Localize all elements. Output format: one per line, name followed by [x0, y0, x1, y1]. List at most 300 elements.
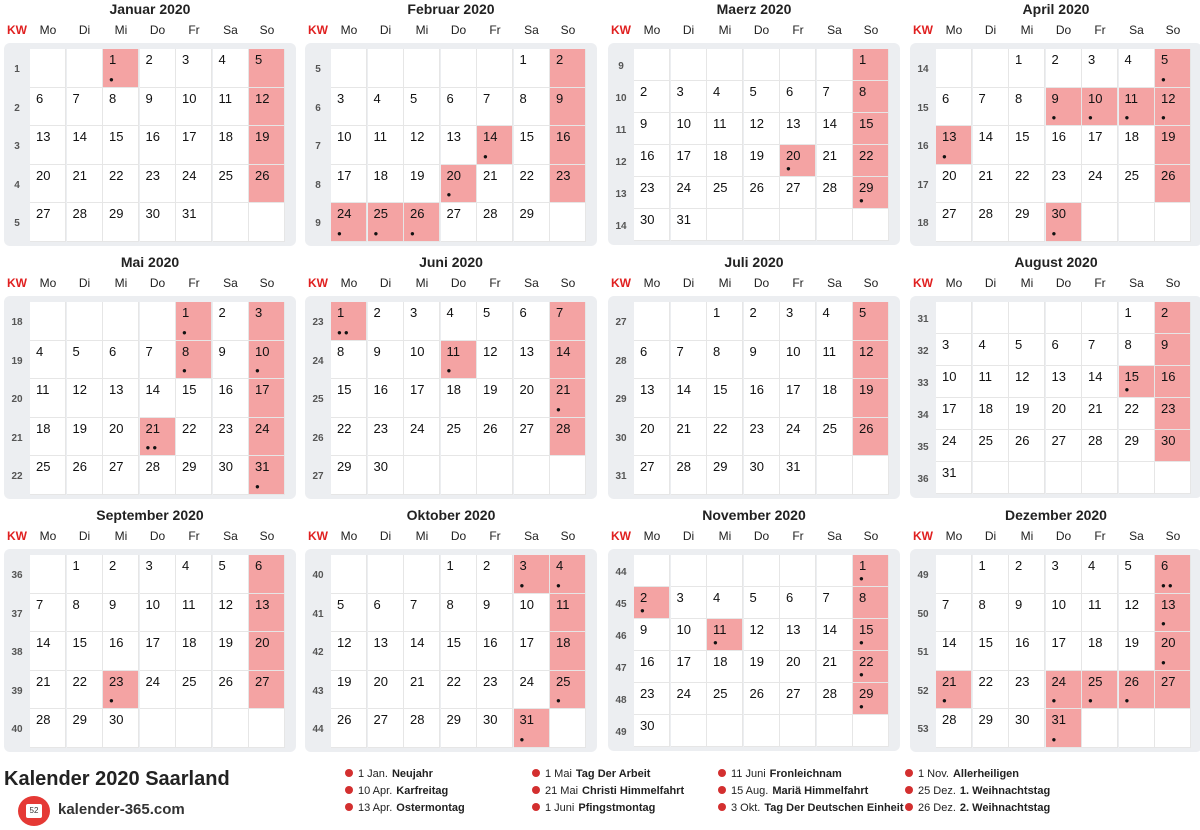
day-cell[interactable] [780, 418, 816, 457]
day-cell[interactable] [176, 418, 212, 457]
day-cell[interactable] [331, 671, 367, 710]
day-cell[interactable] [404, 302, 440, 341]
day-cell[interactable] [404, 165, 440, 204]
day-cell[interactable] [1046, 555, 1082, 594]
day-cell[interactable] [973, 632, 1009, 671]
day-cell[interactable] [140, 594, 176, 633]
day-cell[interactable] [1119, 302, 1155, 334]
day-cell[interactable] [213, 88, 249, 127]
day-cell[interactable] [514, 709, 550, 748]
day-cell[interactable] [176, 594, 212, 633]
day-cell[interactable] [103, 165, 139, 204]
day-cell[interactable] [1009, 632, 1045, 671]
day-cell[interactable] [404, 341, 440, 380]
day-cell[interactable] [441, 203, 477, 242]
day-cell[interactable] [817, 341, 853, 380]
day-cell[interactable] [67, 594, 103, 633]
day-cell[interactable] [1119, 398, 1155, 430]
day-cell[interactable] [30, 379, 66, 418]
day-cell[interactable] [213, 671, 249, 710]
calendar-icon[interactable] [18, 796, 50, 826]
day-cell[interactable] [936, 594, 972, 633]
day-cell[interactable] [331, 302, 367, 341]
day-cell[interactable] [213, 49, 249, 88]
day-cell[interactable] [249, 126, 285, 165]
day-cell[interactable] [1155, 126, 1191, 165]
day-cell[interactable] [780, 113, 816, 145]
day-cell[interactable] [936, 398, 972, 430]
day-cell[interactable] [1046, 126, 1082, 165]
day-cell[interactable] [1082, 398, 1118, 430]
day-cell[interactable] [744, 177, 780, 209]
day-cell[interactable] [671, 341, 707, 380]
day-cell[interactable] [1119, 555, 1155, 594]
day-cell[interactable] [30, 709, 66, 748]
day-cell[interactable] [707, 81, 743, 113]
day-cell[interactable] [707, 302, 743, 341]
day-cell[interactable] [477, 594, 513, 633]
day-cell[interactable] [140, 456, 176, 495]
day-cell[interactable] [441, 418, 477, 457]
day-cell[interactable] [936, 632, 972, 671]
day-cell[interactable] [1082, 632, 1118, 671]
day-cell[interactable] [368, 709, 404, 748]
day-cell[interactable] [103, 126, 139, 165]
day-cell[interactable] [1155, 334, 1191, 366]
day-cell[interactable] [634, 379, 670, 418]
day-cell[interactable] [140, 671, 176, 710]
day-cell[interactable] [634, 81, 670, 113]
day-cell[interactable] [1155, 398, 1191, 430]
day-cell[interactable] [368, 126, 404, 165]
day-cell[interactable] [634, 418, 670, 457]
day-cell[interactable] [176, 671, 212, 710]
day-cell[interactable] [213, 379, 249, 418]
day-cell[interactable] [1155, 594, 1191, 633]
day-cell[interactable] [176, 203, 212, 242]
day-cell[interactable] [176, 456, 212, 495]
day-cell[interactable] [671, 177, 707, 209]
day-cell[interactable] [140, 126, 176, 165]
day-cell[interactable] [213, 126, 249, 165]
day-cell[interactable] [817, 619, 853, 651]
day-cell[interactable] [707, 341, 743, 380]
day-cell[interactable] [550, 49, 586, 88]
day-cell[interactable] [1046, 49, 1082, 88]
day-cell[interactable] [140, 203, 176, 242]
day-cell[interactable] [1119, 165, 1155, 204]
day-cell[interactable] [441, 594, 477, 633]
day-cell[interactable] [67, 456, 103, 495]
day-cell[interactable] [1046, 334, 1082, 366]
day-cell[interactable] [176, 126, 212, 165]
day-cell[interactable] [744, 683, 780, 715]
day-cell[interactable] [1155, 49, 1191, 88]
day-cell[interactable] [634, 683, 670, 715]
day-cell[interactable] [249, 341, 285, 380]
day-cell[interactable] [1009, 334, 1045, 366]
day-cell[interactable] [103, 341, 139, 380]
day-cell[interactable] [213, 594, 249, 633]
day-cell[interactable] [477, 709, 513, 748]
day-cell[interactable] [477, 88, 513, 127]
day-cell[interactable] [1046, 594, 1082, 633]
day-cell[interactable] [368, 418, 404, 457]
day-cell[interactable] [368, 379, 404, 418]
day-cell[interactable] [973, 671, 1009, 710]
day-cell[interactable] [67, 418, 103, 457]
day-cell[interactable] [1046, 366, 1082, 398]
day-cell[interactable] [744, 651, 780, 683]
day-cell[interactable] [1046, 709, 1082, 748]
day-cell[interactable] [140, 88, 176, 127]
day-cell[interactable] [853, 113, 889, 145]
day-cell[interactable] [853, 81, 889, 113]
day-cell[interactable] [853, 651, 889, 683]
day-cell[interactable] [707, 113, 743, 145]
day-cell[interactable] [634, 715, 670, 747]
day-cell[interactable] [550, 632, 586, 671]
day-cell[interactable] [550, 165, 586, 204]
day-cell[interactable] [103, 203, 139, 242]
day-cell[interactable] [707, 145, 743, 177]
day-cell[interactable] [780, 302, 816, 341]
day-cell[interactable] [707, 619, 743, 651]
day-cell[interactable] [853, 145, 889, 177]
day-cell[interactable] [404, 709, 440, 748]
day-cell[interactable] [514, 594, 550, 633]
day-cell[interactable] [249, 594, 285, 633]
day-cell[interactable] [103, 456, 139, 495]
day-cell[interactable] [67, 379, 103, 418]
day-cell[interactable] [30, 165, 66, 204]
day-cell[interactable] [1082, 671, 1118, 710]
day-cell[interactable] [853, 555, 889, 587]
day-cell[interactable] [404, 126, 440, 165]
day-cell[interactable] [103, 88, 139, 127]
day-cell[interactable] [404, 88, 440, 127]
day-cell[interactable] [1082, 88, 1118, 127]
day-cell[interactable] [973, 203, 1009, 242]
day-cell[interactable] [213, 302, 249, 341]
day-cell[interactable] [853, 379, 889, 418]
day-cell[interactable] [1155, 88, 1191, 127]
day-cell[interactable] [30, 632, 66, 671]
day-cell[interactable] [817, 145, 853, 177]
day-cell[interactable] [441, 555, 477, 594]
day-cell[interactable] [331, 203, 367, 242]
day-cell[interactable] [1119, 430, 1155, 462]
day-cell[interactable] [477, 671, 513, 710]
day-cell[interactable] [30, 341, 66, 380]
day-cell[interactable] [936, 671, 972, 710]
day-cell[interactable] [368, 594, 404, 633]
day-cell[interactable] [550, 418, 586, 457]
day-cell[interactable] [176, 341, 212, 380]
day-cell[interactable] [634, 145, 670, 177]
day-cell[interactable] [671, 209, 707, 241]
day-cell[interactable] [634, 651, 670, 683]
day-cell[interactable] [1119, 49, 1155, 88]
day-cell[interactable] [514, 341, 550, 380]
day-cell[interactable] [1082, 49, 1118, 88]
day-cell[interactable] [213, 418, 249, 457]
day-cell[interactable] [477, 203, 513, 242]
day-cell[interactable] [1009, 555, 1045, 594]
day-cell[interactable] [707, 177, 743, 209]
day-cell[interactable] [368, 302, 404, 341]
day-cell[interactable] [707, 456, 743, 495]
day-cell[interactable] [176, 302, 212, 341]
day-cell[interactable] [249, 418, 285, 457]
day-cell[interactable] [1119, 671, 1155, 710]
day-cell[interactable] [817, 651, 853, 683]
day-cell[interactable] [404, 671, 440, 710]
day-cell[interactable] [404, 203, 440, 242]
day-cell[interactable] [853, 341, 889, 380]
day-cell[interactable] [817, 418, 853, 457]
day-cell[interactable] [1155, 555, 1191, 594]
day-cell[interactable] [973, 165, 1009, 204]
day-cell[interactable] [140, 555, 176, 594]
day-cell[interactable] [103, 709, 139, 748]
day-cell[interactable] [514, 302, 550, 341]
day-cell[interactable] [780, 651, 816, 683]
day-cell[interactable] [1119, 632, 1155, 671]
day-cell[interactable] [671, 418, 707, 457]
day-cell[interactable] [744, 81, 780, 113]
day-cell[interactable] [103, 379, 139, 418]
day-cell[interactable] [331, 379, 367, 418]
day-cell[interactable] [331, 594, 367, 633]
day-cell[interactable] [744, 145, 780, 177]
day-cell[interactable] [1009, 594, 1045, 633]
day-cell[interactable] [1155, 671, 1191, 710]
day-cell[interactable] [671, 651, 707, 683]
day-cell[interactable] [634, 587, 670, 619]
day-cell[interactable] [249, 49, 285, 88]
day-cell[interactable] [744, 587, 780, 619]
day-cell[interactable] [30, 88, 66, 127]
day-cell[interactable] [1046, 671, 1082, 710]
day-cell[interactable] [1046, 88, 1082, 127]
day-cell[interactable] [1009, 49, 1045, 88]
site-link[interactable]: kalender-365.com [58, 801, 185, 818]
day-cell[interactable] [936, 366, 972, 398]
day-cell[interactable] [550, 671, 586, 710]
day-cell[interactable] [1082, 366, 1118, 398]
day-cell[interactable] [368, 341, 404, 380]
day-cell[interactable] [514, 418, 550, 457]
day-cell[interactable] [671, 587, 707, 619]
day-cell[interactable] [671, 379, 707, 418]
day-cell[interactable] [368, 88, 404, 127]
day-cell[interactable] [1046, 165, 1082, 204]
day-cell[interactable] [477, 555, 513, 594]
day-cell[interactable] [67, 88, 103, 127]
day-cell[interactable] [67, 632, 103, 671]
day-cell[interactable] [1082, 126, 1118, 165]
day-cell[interactable] [634, 619, 670, 651]
day-cell[interactable] [817, 302, 853, 341]
day-cell[interactable] [550, 555, 586, 594]
day-cell[interactable] [176, 632, 212, 671]
day-cell[interactable] [331, 126, 367, 165]
day-cell[interactable] [404, 379, 440, 418]
day-cell[interactable] [176, 49, 212, 88]
day-cell[interactable] [1009, 203, 1045, 242]
day-cell[interactable] [634, 341, 670, 380]
day-cell[interactable] [103, 632, 139, 671]
day-cell[interactable] [744, 456, 780, 495]
day-cell[interactable] [780, 456, 816, 495]
day-cell[interactable] [67, 126, 103, 165]
day-cell[interactable] [744, 418, 780, 457]
day-cell[interactable] [213, 632, 249, 671]
day-cell[interactable] [140, 379, 176, 418]
day-cell[interactable] [1009, 88, 1045, 127]
day-cell[interactable] [1155, 302, 1191, 334]
day-cell[interactable] [1046, 632, 1082, 671]
day-cell[interactable] [404, 594, 440, 633]
day-cell[interactable] [550, 126, 586, 165]
day-cell[interactable] [331, 709, 367, 748]
day-cell[interactable] [331, 341, 367, 380]
day-cell[interactable] [817, 113, 853, 145]
day-cell[interactable] [853, 49, 889, 81]
day-cell[interactable] [1082, 334, 1118, 366]
day-cell[interactable] [176, 165, 212, 204]
day-cell[interactable] [404, 418, 440, 457]
day-cell[interactable] [249, 302, 285, 341]
day-cell[interactable] [477, 341, 513, 380]
day-cell[interactable] [368, 671, 404, 710]
day-cell[interactable] [103, 594, 139, 633]
day-cell[interactable] [331, 456, 367, 495]
day-cell[interactable] [973, 594, 1009, 633]
day-cell[interactable] [441, 341, 477, 380]
day-cell[interactable] [213, 341, 249, 380]
day-cell[interactable] [817, 683, 853, 715]
day-cell[interactable] [140, 632, 176, 671]
day-cell[interactable] [1009, 709, 1045, 748]
day-cell[interactable] [550, 379, 586, 418]
day-cell[interactable] [213, 165, 249, 204]
day-cell[interactable] [1082, 594, 1118, 633]
day-cell[interactable] [477, 418, 513, 457]
day-cell[interactable] [973, 366, 1009, 398]
day-cell[interactable] [780, 619, 816, 651]
day-cell[interactable] [973, 88, 1009, 127]
day-cell[interactable] [249, 456, 285, 495]
day-cell[interactable] [103, 671, 139, 710]
day-cell[interactable] [973, 555, 1009, 594]
day-cell[interactable] [817, 379, 853, 418]
day-cell[interactable] [817, 177, 853, 209]
day-cell[interactable] [780, 379, 816, 418]
day-cell[interactable] [249, 555, 285, 594]
day-cell[interactable] [514, 632, 550, 671]
day-cell[interactable] [249, 632, 285, 671]
day-cell[interactable] [140, 341, 176, 380]
day-cell[interactable] [817, 587, 853, 619]
day-cell[interactable] [477, 379, 513, 418]
day-cell[interactable] [249, 88, 285, 127]
day-cell[interactable] [140, 165, 176, 204]
day-cell[interactable] [853, 302, 889, 341]
day-cell[interactable] [936, 126, 972, 165]
day-cell[interactable] [634, 177, 670, 209]
day-cell[interactable] [514, 671, 550, 710]
day-cell[interactable] [936, 462, 972, 494]
day-cell[interactable] [176, 88, 212, 127]
day-cell[interactable] [1009, 671, 1045, 710]
day-cell[interactable] [780, 683, 816, 715]
day-cell[interactable] [477, 632, 513, 671]
day-cell[interactable] [1155, 632, 1191, 671]
day-cell[interactable] [1082, 555, 1118, 594]
day-cell[interactable] [441, 165, 477, 204]
day-cell[interactable] [477, 126, 513, 165]
day-cell[interactable] [368, 632, 404, 671]
day-cell[interactable] [817, 81, 853, 113]
day-cell[interactable] [744, 379, 780, 418]
day-cell[interactable] [780, 587, 816, 619]
day-cell[interactable] [103, 418, 139, 457]
day-cell[interactable] [67, 341, 103, 380]
day-cell[interactable] [671, 619, 707, 651]
day-cell[interactable] [780, 145, 816, 177]
day-cell[interactable] [634, 209, 670, 241]
day-cell[interactable] [853, 683, 889, 715]
day-cell[interactable] [671, 113, 707, 145]
day-cell[interactable] [1082, 430, 1118, 462]
day-cell[interactable] [67, 203, 103, 242]
day-cell[interactable] [1009, 165, 1045, 204]
day-cell[interactable] [1046, 203, 1082, 242]
day-cell[interactable] [1009, 430, 1045, 462]
day-cell[interactable] [103, 555, 139, 594]
day-cell[interactable] [1009, 366, 1045, 398]
day-cell[interactable] [331, 88, 367, 127]
day-cell[interactable] [477, 302, 513, 341]
day-cell[interactable] [936, 430, 972, 462]
day-cell[interactable] [853, 418, 889, 457]
day-cell[interactable] [368, 203, 404, 242]
day-cell[interactable] [514, 88, 550, 127]
day-cell[interactable] [973, 334, 1009, 366]
day-cell[interactable] [550, 302, 586, 341]
day-cell[interactable] [67, 671, 103, 710]
day-cell[interactable] [671, 145, 707, 177]
day-cell[interactable] [671, 456, 707, 495]
day-cell[interactable] [441, 302, 477, 341]
day-cell[interactable] [853, 587, 889, 619]
day-cell[interactable] [707, 587, 743, 619]
day-cell[interactable] [30, 418, 66, 457]
day-cell[interactable] [550, 341, 586, 380]
day-cell[interactable] [780, 341, 816, 380]
day-cell[interactable] [441, 88, 477, 127]
day-cell[interactable] [1119, 126, 1155, 165]
day-cell[interactable] [441, 671, 477, 710]
day-cell[interactable] [1046, 398, 1082, 430]
day-cell[interactable] [1155, 430, 1191, 462]
day-cell[interactable] [331, 632, 367, 671]
day-cell[interactable] [1009, 126, 1045, 165]
day-cell[interactable] [67, 165, 103, 204]
day-cell[interactable] [477, 165, 513, 204]
